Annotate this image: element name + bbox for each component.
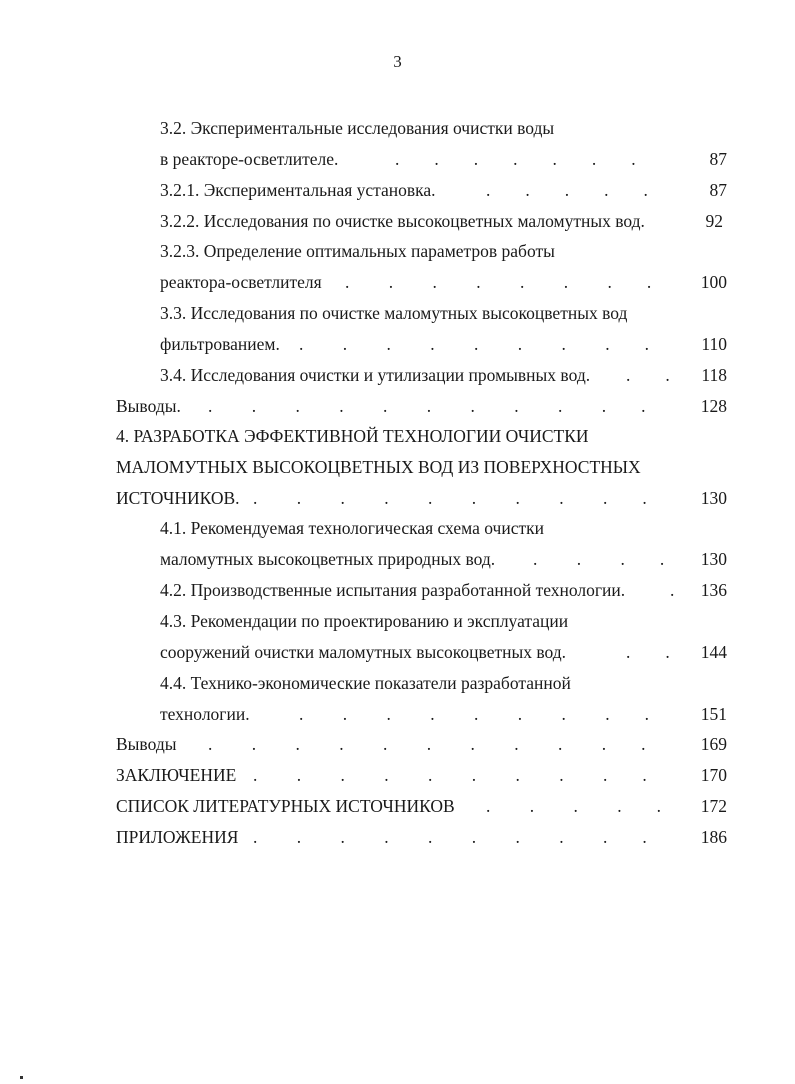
page-number: 3 xyxy=(393,52,402,71)
toc-entry-text: 4.1. Рекомендуемая технологическая схема очистки xyxy=(160,518,544,538)
toc-entry-text: фильтрованием. xyxy=(160,334,280,354)
toc-leader-dots: . . . . . . . . . xyxy=(299,334,649,354)
toc-entry-text: ИСТОЧНИКОВ. xyxy=(116,488,240,508)
toc-leader-dots: . . . . . . . . . . . xyxy=(208,734,646,754)
toc-leader-dots: . . . . . xyxy=(486,180,648,200)
toc-page-number: 92 xyxy=(705,211,723,231)
toc-entry-text: 4.4. Технико-экономические показатели разработанной xyxy=(160,673,571,693)
toc-page-number: 144 xyxy=(700,642,727,662)
toc-leader-dots: . xyxy=(670,580,675,600)
toc-page-number: 170 xyxy=(700,765,727,785)
toc-entry-text: 4.3. Рекомендации по проектированию и эксплуатации xyxy=(160,611,569,631)
toc-page-number: 169 xyxy=(700,734,727,754)
toc-entry-text: 4.2. Производственные испытания разработанной технологии. xyxy=(160,580,626,600)
toc-entry-text: маломутных высокоцветных природных вод. xyxy=(160,549,496,569)
toc-page-number: 87 xyxy=(709,149,727,169)
toc-entry-text: 4. РАЗРАБОТКА ЭФФЕКТИВНОЙ ТЕХНОЛОГИИ ОЧИСТКИ xyxy=(116,426,589,446)
toc-entry-text: Выводы. xyxy=(116,396,181,416)
toc-entry-text: 3.2.3. Определение оптимальных параметров работы xyxy=(160,241,555,261)
toc-entry-text: ПРИЛОЖЕНИЯ xyxy=(116,827,239,847)
toc-entry-text: технологии. xyxy=(160,704,250,724)
toc-entry-text: СПИСОК ЛИТЕРАТУРНЫХ ИСТОЧНИКОВ xyxy=(116,796,455,816)
toc-page-number: 151 xyxy=(700,704,727,724)
toc-leader-dots: . . . . . . . xyxy=(395,149,636,169)
scan-speck xyxy=(20,1076,23,1079)
toc-entry-text: 3.2.2. Исследования по очистке высокоцветных маломутных вод. xyxy=(160,211,645,231)
toc-entry-text: 3.2. Экспериментальные исследования очистки воды xyxy=(160,118,555,138)
toc-entry-text: реактора-осветлителя xyxy=(160,272,322,292)
toc-entry-text: в реакторе-осветлителе. xyxy=(160,149,339,169)
toc-leader-dots: . . . . . xyxy=(486,796,661,816)
toc-entry-text: Выводы xyxy=(116,734,177,754)
toc-page-number: 118 xyxy=(701,365,727,385)
toc-entry-text: ЗАКЛЮЧЕНИЕ xyxy=(116,765,237,785)
toc-entry-text: сооружений очистки маломутных высокоцветных вод. xyxy=(160,642,567,662)
toc-page-number: 130 xyxy=(700,488,727,508)
toc-page-number: 128 xyxy=(700,396,727,416)
toc-leader-dots: . . . . . . . . xyxy=(345,272,652,292)
toc-entry-text: 3.3. Исследования по очистке маломутных высокоцветных вод xyxy=(160,303,628,323)
toc-page-number: 87 xyxy=(709,180,727,200)
toc-leader-dots: . . . . . . . . . . xyxy=(253,488,647,508)
toc-leader-dots: . . xyxy=(626,642,670,662)
toc-entry-text: 3.2.1. Экспериментальная установка. xyxy=(160,180,436,200)
toc-leader-dots: . . . . . . . . . xyxy=(299,704,649,724)
toc-leader-dots: . . xyxy=(626,365,670,385)
toc-leader-dots: . . . . . . . . . . xyxy=(253,765,647,785)
toc-leader-dots: . . . . xyxy=(533,549,665,569)
toc-page-number: 186 xyxy=(700,827,727,847)
toc-page-number: 136 xyxy=(700,580,727,600)
toc-page-number: 110 xyxy=(701,334,727,354)
toc-page-number: 100 xyxy=(700,272,727,292)
toc-leader-dots: . . . . . . . . . . xyxy=(253,827,647,847)
toc-leader-dots: . . . . . . . . . . . xyxy=(208,396,646,416)
toc-entry-text: МАЛОМУТНЫХ ВЫСОКОЦВЕТНЫХ ВОД ИЗ ПОВЕРХНОСТНЫХ xyxy=(116,457,641,477)
toc-entry-text: 3.4. Исследования очистки и утилизации промывных вод. xyxy=(160,365,591,385)
toc-page-number: 172 xyxy=(700,796,727,816)
toc-page-number: 130 xyxy=(700,549,727,569)
